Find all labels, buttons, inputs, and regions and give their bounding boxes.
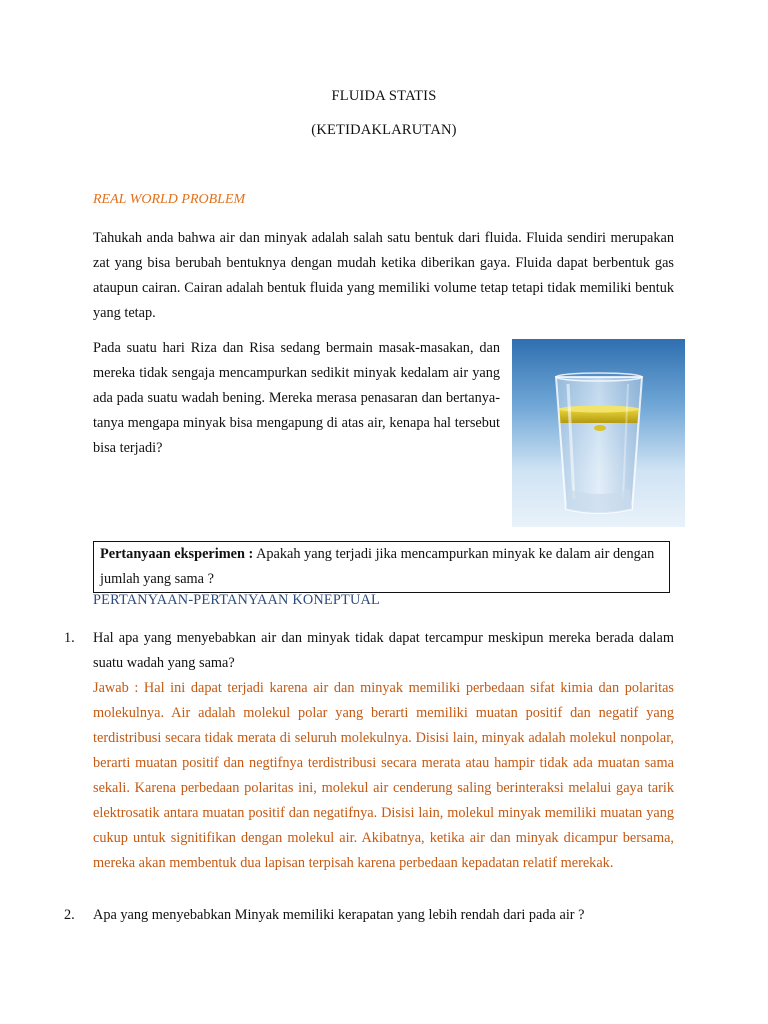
experiment-question-box [93, 541, 670, 593]
question-1-answer: Jawab : Hal ini dapat terjadi karena air dan minyak memiliki perbedaan sifat kimia dan polaritas molekulnya. Air adalah molekul polar yang berarti memiliki muatan positif dan negatif yang terdistribusi secara tidak merata di seluruh molekulnya. Disisi lain, minyak adalah molekul nonpolar, berarti muatan positif dan negtifnya terdistribusi secara merata atau hampir tidak ada muatan sama sekali. Karena perbedaan polaritas ini, molekul air cenderung saling berinteraksi melalui gaya tarik elektrosatik antara muatan positif dan negatifnya. Disisi lain, molekul minyak memiliki muatan yang cukup untuk signitifikan dengan molekul air. Akibatnya, ketika air dan minyak dicampur bersama, mereka akan membentuk dua lapisan terpisah karena perbedaan kepadatan relatif merekak. [93, 680, 674, 871]
story-paragraph: Pada suatu hari Riza dan Risa sedang bermain masak-masakan, dan mereka tidak sengaja mencampurkan sedikit minyak kedalam air yang ada pada suatu wadah bening. Mereka merasa penasaran dan bertanya-tanya mengapa minyak bisa mengapung di atas air, kenapa hal tersebut bisa terjadi? [93, 340, 500, 456]
experiment-question-label: Pertanyaan eksperimen : [100, 546, 254, 562]
conceptual-questions-heading: PERTANYAAN-PERTANYAAN KONEPTUAL [93, 592, 380, 608]
glass-of-water-and-oil-image [512, 339, 685, 527]
document-subtitle: (KETIDAKLARUTAN) [311, 122, 457, 138]
question-2-number: 2. [64, 907, 75, 923]
real-world-heading: REAL WORLD PROBLEM [93, 192, 246, 207]
experiment-question-text: Apakah yang terjadi jika mencampurkan minyak ke dalam air dengan jumlah yang sama ? [100, 546, 655, 587]
question-1-text: Hal apa yang menyebabkan air dan minyak tidak dapat tercampur meskipun mereka berada dalam suatu wadah yang sama? [93, 630, 674, 671]
question-2-text: Apa yang menyebabkan Minyak memiliki kerapatan yang lebih rendah dari pada air ? [93, 907, 585, 923]
intro-paragraph: Tahukah anda bahwa air dan minyak adalah salah satu bentuk dari fluida. Fluida sendiri merupakan zat yang bisa berubah bentuknya dengan mudah ketika diberikan gaya. Fluida dapat berbentuk gas ataupun cairan. Cairan adalah bentuk fluida yang memiliki volume tetap tetapi tidak memiliki bentuk yang tetap. [93, 230, 674, 321]
question-1-number: 1. [64, 630, 75, 646]
document-title: FLUIDA STATIS [331, 88, 437, 104]
